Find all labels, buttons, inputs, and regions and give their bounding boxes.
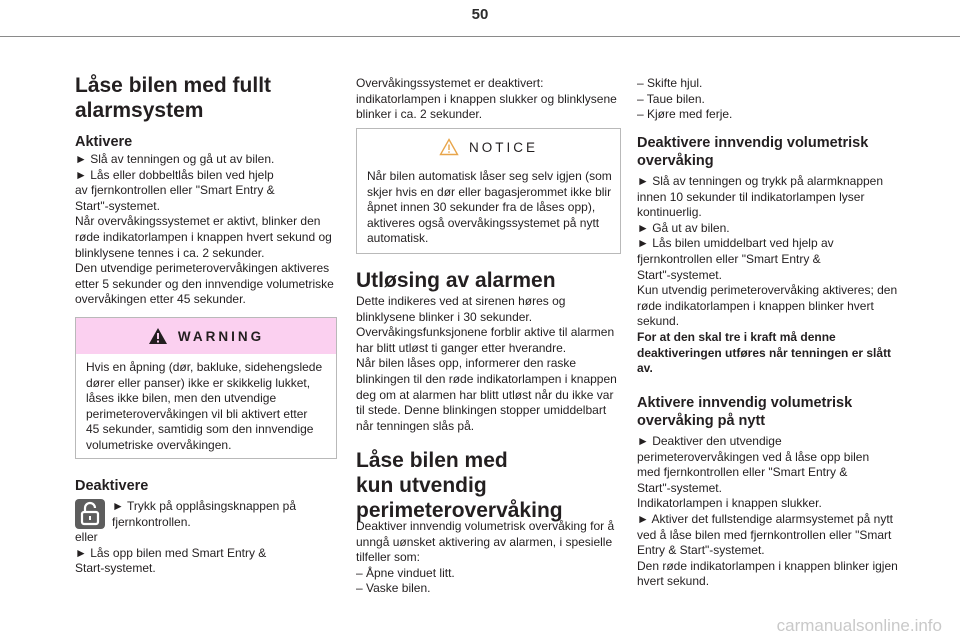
text-line: perimeterovervåkingen ved å låse opp bilen: [637, 449, 870, 464]
text-line: Når overvåkingssystemet er aktivt, blinker den: [75, 214, 321, 229]
text-line: Entry & Start"-systemet.: [637, 543, 765, 558]
warning-box: [75, 317, 337, 459]
text-line: blinker i ca. 2 sekunder.: [356, 107, 483, 122]
text-line: ved å låse bilen med fjernkontrollen eller "Smart: [637, 527, 892, 542]
notice-text: [357, 165, 620, 255]
heading-line: overvåking: [637, 153, 714, 169]
text-line: røde indikatorlampen i knappen blinker hvert: [637, 298, 874, 313]
page-number: 50: [471, 6, 489, 23]
text-line: har blitt utløst ti ganger etter hverandre.: [356, 340, 567, 355]
section-title-full-alarm: [75, 73, 337, 123]
text-line: Hvis en åpning (dør, bakluke, sidehengslede: [86, 360, 323, 374]
text-line: overvåkingen etter 45 sekunder.: [75, 292, 246, 307]
heading-line: Aktivere innvendig volumetrisk: [637, 395, 853, 411]
text-line: fjernkontrollen eller "Smart Entry &: [637, 251, 821, 266]
text-line: unngå uønsket aktivering av alarmen, i spesielle: [356, 534, 613, 549]
text-line: Start"-systemet.: [637, 480, 722, 495]
text-line: indikatorlampen i knappen slukker og blinklysene: [356, 91, 617, 106]
text-line: eller: [75, 530, 98, 544]
text-line: Den røde indikatorlampen i knappen blinker igjen: [637, 558, 898, 573]
text-line: hvert sekund.: [637, 574, 710, 589]
list-item: – Skifte hjul.: [637, 76, 703, 90]
text-line: blinkingen til den røde indikatorlampen i knappen: [356, 371, 617, 386]
text-line: blinklysene blinker i 30 sekunder.: [356, 309, 533, 324]
emphasis-line: For at den skal tre i kraft må denne: [637, 329, 836, 344]
heading-reactivate-volumetric: [637, 394, 907, 430]
deactivated-intro: [356, 76, 621, 123]
text-line: Når bilen automatisk låser seg selv igjen (som: [367, 169, 612, 183]
text-line: av fjernkontrollen eller "Smart Entry &: [75, 183, 275, 198]
text-line: Start"-systemet.: [75, 198, 160, 213]
text-line: kontinuerlig.: [637, 205, 702, 220]
text-line: Start-systemet.: [75, 561, 156, 576]
text-line: perimeterovervåkingen vil bli aktivert etter: [86, 406, 308, 421]
deactivate-volumetric-text: [637, 174, 907, 377]
header-divider: [0, 36, 960, 37]
warning-header: [76, 318, 336, 354]
deactivate-text: [75, 530, 337, 577]
text-line: ► Trykk på opplåsingsknappen på: [112, 499, 296, 513]
section-title-perimeter-only: [356, 448, 621, 523]
list-item: – Taue bilen.: [637, 91, 705, 106]
perimeter-text: [356, 519, 621, 597]
watermark: carmanualsonline.info: [776, 616, 942, 635]
text-line: blinklysene tennes i ca. 2 sekunder.: [75, 245, 265, 260]
text-line: aktiveres også overvåkingssystemet på nytt: [367, 215, 600, 230]
warning-text: [76, 354, 336, 462]
notice-box: [356, 128, 621, 254]
heading-activate: Aktivere: [75, 134, 133, 150]
heading-line: Deaktivere innvendig volumetrisk: [637, 135, 869, 151]
section-title-alarm-trigger: Utløsing av alarmen: [356, 269, 556, 292]
notice-header: [357, 129, 620, 165]
title-line: Låse bilen med: [356, 449, 508, 472]
text-line: sekund.: [637, 314, 680, 329]
text-line: deg om at alarmen har blitt utløst når du ikke var: [356, 387, 614, 402]
text-line: åpnet innen 30 sekunder fra de låses opp),: [367, 200, 596, 215]
heading-line: overvåking på nytt: [637, 413, 766, 429]
text-line: Dette indikeres ved at sirenen høres og: [356, 294, 566, 308]
trigger-text: [356, 294, 621, 434]
text-line: røde indikatorlampen i knappen hvert sekund og: [75, 229, 332, 244]
text-line: – Åpne vinduet litt.: [356, 565, 455, 580]
text-line: etter 5 sekunder og den innvendige volumetriske: [75, 276, 334, 291]
reactivate-volumetric-text: [637, 434, 907, 590]
situations-list: [637, 76, 907, 123]
text-line: ► Slå av tenningen og gå ut av bilen.: [75, 152, 275, 166]
text-line: Indikatorlampen i knappen slukker.: [637, 496, 822, 511]
heading-deactivate: Deaktivere: [75, 478, 149, 494]
text-line: til stede. Denne blinkingen stopper umiddelbart: [356, 403, 607, 418]
text-line: tilfeller som:: [356, 550, 421, 565]
text-line: Den utvendige perimeterovervåkingen aktiveres: [75, 261, 330, 276]
activate-text: [75, 152, 337, 308]
text-line: når tenningen slås på.: [356, 418, 475, 433]
text-line: Når bilen låses opp, informerer den raske: [356, 356, 577, 371]
notice-icon: [439, 138, 459, 156]
text-line: Kun utvendig perimeterovervåking aktiveres; den: [637, 283, 898, 298]
heading-deactivate-volumetric: [637, 134, 907, 170]
emphasis-line: av.: [637, 361, 653, 376]
title-line: perimeterovervåking: [356, 499, 563, 522]
text-line: volumetriske overvåkingen.: [86, 437, 232, 452]
text-line: dører eller panser) ikke er skikkelig lukket,: [86, 375, 311, 390]
text-line: ► Gå ut av bilen.: [637, 220, 730, 235]
text-line: ► Lås opp bilen med Smart Entry &: [75, 545, 267, 560]
text-line: Overvåkingssystemet er deaktivert:: [356, 76, 544, 90]
text-line: ► Aktiver det fullstendige alarmsystemet på nytt: [637, 511, 893, 526]
text-line: skjer hvis en dør eller bagasjerommet ikke blir: [367, 184, 612, 199]
text-line: Start"-systemet.: [637, 267, 722, 282]
text-line: fjernkontrollen.: [112, 514, 191, 529]
text-line: innen 10 sekunder til indikatorlampen lyser: [637, 189, 865, 204]
title-line: kun utvendig: [356, 474, 487, 497]
emphasis-line: deaktiveringen utføres når tenningen er slått: [637, 345, 892, 360]
text-line: Overvåkingsfunksjonene forblir aktive til alarmen: [356, 325, 615, 340]
text-line: ► Deaktiver den utvendige: [637, 434, 782, 448]
title-line: Låse bilen med fullt: [75, 74, 272, 97]
list-item: – Kjøre med ferje.: [637, 107, 733, 122]
text-line: ► Lås bilen umiddelbart ved hjelp av: [637, 236, 834, 251]
text-line: automatisk.: [367, 231, 429, 246]
text-line: låses ikke bilen, men den utvendige: [86, 391, 277, 406]
text-line: 45 sekunder, samtidig som den innvendige: [86, 422, 314, 437]
text-line: ► Lås eller dobbeltlås bilen ved hjelp: [75, 167, 274, 182]
notice-label: NOTICE: [468, 139, 538, 155]
warning-icon: [148, 327, 168, 345]
deactivate-icon-text: [112, 499, 337, 530]
unlock-icon: [75, 499, 105, 529]
text-line: Deaktiver innvendig volumetrisk overvåking for å: [356, 519, 615, 533]
text-line: ► Slå av tenningen og trykk på alarmknappen: [637, 174, 884, 188]
text-line: – Vaske bilen.: [356, 581, 431, 596]
title-line: alarmsystem: [75, 99, 204, 122]
warning-label: WARNING: [177, 328, 265, 344]
text-line: med fjernkontrollen eller "Smart Entry &: [637, 465, 848, 480]
